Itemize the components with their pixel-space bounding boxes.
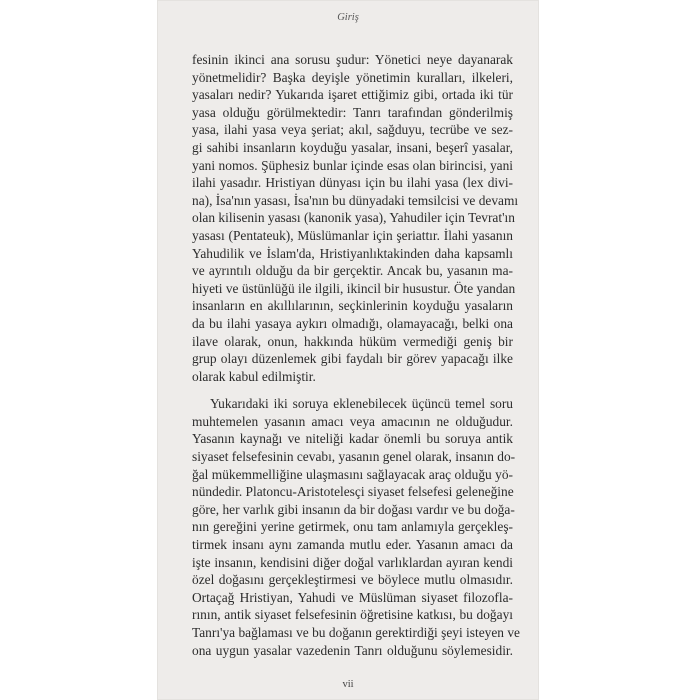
text-line: da bu ilahi yasaya aykırı olmadığı, olamayacağı, belki ona xyxy=(192,315,513,331)
text-line: yasa, ilahi yasa veya şeriat; akıl, sağduyu, tecrübe ve sez- xyxy=(192,122,513,138)
text-line: yani nomos. Şüphesiz bunlar içinde esas olan birincisi, yani xyxy=(192,157,513,173)
text-line: rının, antik siyaset felsefesinin öğretisine katkısı, bu doğayı xyxy=(192,607,513,623)
text-line: Tanrı'ya bağlaması ve bu doğanın gerektirdiği şeyi isteyen ve xyxy=(192,625,520,640)
text-line: na), İsa'nın yasası, İsa'nın bu dünyadaki temsilcisi ve devamı xyxy=(192,192,519,208)
text-line: yasası (Pentateuk), Müslümanlar için şeriattır. İlahi yasanın xyxy=(192,227,513,243)
text-line: olan kilisenin yasası (kanonik yasa), Yahudiler için Tevrat'ın xyxy=(192,210,515,226)
text-line: yasaları nedir? Yukarıda işaret ettiğimiz gibi, ortada iki tür xyxy=(192,87,513,103)
text-line: özel doğasını gerçekleştirmesi ve böylece mutlu olmasıdır. xyxy=(192,572,513,588)
text-line: muhtemelen yasanın amacı veya amacının ne olduğudur. xyxy=(192,413,513,429)
text-line: nın gereğini yerine getirmek, onu tam anlamıyla gerçekleş- xyxy=(192,519,513,535)
text-line: ona uygun yasalar vazedenin Tanrı olduğunu söylemesidir. xyxy=(192,642,513,658)
text-line: Ortaçağ Hristiyan, Yahudi ve Müslüman siyaset filozofla- xyxy=(192,589,513,605)
book-page xyxy=(157,0,539,700)
paragraph xyxy=(192,51,519,385)
text-line: göre, her varlık gibi insanın da bir doğası vardır ve bu doğa- xyxy=(192,501,515,517)
text-line: yasa olduğu görülmektedir: Tanrı tarafından gönderilmiş xyxy=(192,104,513,120)
text-line: ilahi yasadır. Hristiyan dünyası için bu ilahi yasa (lex divi- xyxy=(192,175,513,191)
paragraph xyxy=(192,395,520,659)
text-line: ve ayrıntılı olduğu da bir gerçektir. Ancak bu, yasanın ma- xyxy=(192,263,513,279)
text-line: siyaset felsefesinin cevabı, yasanın genel olarak, insanın do- xyxy=(192,449,516,465)
text-line: gi sahibi insanların koyduğu yasalar, insani, beşerî yasalar, xyxy=(192,139,513,155)
text-line: insanların en akıllılarının, seçkinlerinin koyduğu yasaların xyxy=(192,298,513,314)
text-line: Yahudilik ve İslam'da, Hristiyanlıktakinden daha kapsamlı xyxy=(192,245,513,261)
text-line: hiyeti ve üstünlüğü ile ilgili, ikincil bir husustur. Öte yandan xyxy=(192,280,516,296)
text-line: olarak kabul edilmiştir. xyxy=(192,368,316,384)
text-line: Yasanın kaynağı ve niteliği kadar önemli bu soruya antik xyxy=(192,431,513,447)
text-line: tirmek insanı aynı zamanda mutlu eder. Yasanın amacı da xyxy=(192,537,513,553)
text-line: ilave olarak, onun, hakkında hüküm vermediği geniş bir xyxy=(192,333,513,349)
text-line: Yukarıdaki iki soruya eklenebilecek üçüncü temel soru xyxy=(210,396,513,412)
running-head: Giriş xyxy=(337,12,359,23)
page-number: vii xyxy=(342,679,354,690)
text-line: fesinin ikinci ana sorusu şudur: Yönetici neye dayanarak xyxy=(192,52,513,67)
text-line: ğal mükemmelliğine ulaşmasını sağlayacak araç olduğu yö- xyxy=(192,466,513,482)
text-line: yönetmelidir? Başka deyişle yönetimin kuralları, ilkeleri, xyxy=(192,69,513,85)
text-line: işte insanın, kendisini diğer doğal varlıklardan ayıran kendi xyxy=(192,554,513,570)
text-line: grup olayı düzenlemek gibi faydalı bir görev yapacağı ilke xyxy=(192,351,513,367)
text-line: nündedir. Platoncu-Aristotelesçi siyaset felsefesi geleneğine xyxy=(192,484,514,500)
body-text xyxy=(192,51,520,659)
